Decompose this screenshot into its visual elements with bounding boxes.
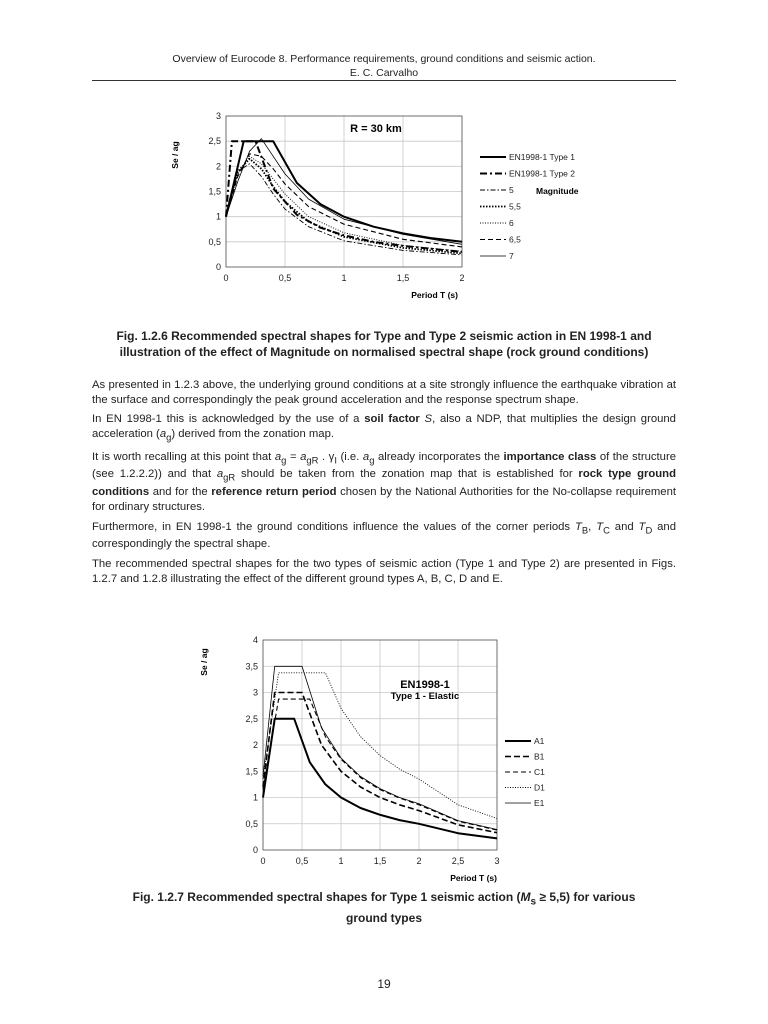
header-title: Overview of Eurocode 8. Performance requirements, ground conditions and seismic action. — [172, 53, 596, 65]
x-tick-label: 1,5 — [373, 856, 387, 866]
legend-label: 6 — [509, 218, 514, 228]
y-tick-label: 1,5 — [208, 186, 221, 197]
y-tick-label: 0 — [252, 845, 258, 855]
legend-label: B1 — [534, 751, 545, 762]
page-number: 19 — [377, 977, 391, 991]
x-tick-label: 0 — [223, 273, 229, 283]
x-tick-label: 0,5 — [278, 273, 292, 283]
y-tick-label: 0 — [215, 262, 221, 272]
legend-label: D1 — [534, 782, 545, 793]
legend-label: EN1998-1 Type 1 — [509, 152, 575, 162]
legend-note: Magnitude — [536, 186, 579, 196]
x-tick-label: 1,5 — [396, 273, 410, 283]
legend-label: C1 — [534, 767, 545, 777]
chart-title: EN1998-1 — [400, 679, 450, 691]
y-axis-label: Se / ag — [199, 648, 209, 676]
legend-label: 5 — [509, 185, 514, 195]
paragraph: In EN 1998-1 this is acknowledged by the use of a soil factor S, also a NDP, that multiplies the design ground acceleration $(a_g)$ derived from the zonation map. — [92, 413, 676, 443]
legend-label: 7 — [509, 251, 514, 261]
y-tick-label: 3 — [215, 111, 221, 121]
y-tick-label: 1 — [252, 792, 258, 803]
legend-label: 6,5 — [509, 234, 521, 245]
x-tick-label: 1 — [338, 856, 344, 866]
y-tick-label: 3 — [252, 687, 258, 698]
figure-1-2-6-chart — [0, 0, 768, 320]
caption-line: Fig. 1.2.7 Recommended spectral shapes for Type 1 seismic action $(M_s \ge 5,5)$ for various — [132, 890, 636, 908]
y-tick-label: 2 — [252, 740, 258, 750]
x-tick-label: 1 — [341, 273, 347, 283]
y-axis-label: Se / ag — [170, 141, 180, 169]
chart-subtitle: Type 1 - Elastic — [390, 691, 460, 702]
y-tick-label: 1 — [215, 211, 221, 222]
legend-label: EN1998-1 Type 2 — [509, 168, 575, 179]
x-tick-label: 3 — [494, 856, 500, 866]
legend-label: A1 — [534, 736, 545, 746]
y-tick-label: 1,5 — [245, 766, 258, 777]
x-axis-label: Period T (s) — [450, 873, 497, 883]
x-tick-label: 0 — [260, 856, 266, 866]
paragraph: The recommended spectral shapes for the two types of seismic action (Type 1 and Type 2) are presented in Figs. 1.2.7 and 1.2.8 illustrating the effect of the different ground types A, B, C, D and E. — [92, 557, 676, 585]
caption-line: Fig. 1.2.6 Recommended spectral shapes for Type and Type 2 seismic action in EN 1998-1 and — [116, 329, 652, 343]
paragraph: Furthermore, in EN 1998-1 the ground conditions influence the values of the corner periods $T_B$, $T_C$ and $T_D$ and correspondingly the spectral shape. — [92, 520, 676, 551]
x-tick-label: 2 — [416, 856, 422, 866]
header-author: E. C. Carvalho — [349, 67, 419, 79]
legend-label: E1 — [534, 798, 545, 808]
x-axis-label: Period T (s) — [411, 290, 458, 300]
paragraph: It is worth recalling at this point that $a_g = a_{gR}$ . $\gamma_I$ (i.e. $a_g$ already incorporates the importance class of the structure (see 1.2.2.2)) and that $a_{gR}$ should be taken from the zonation map that is established for rock type ground conditions and for the reference return period chosen by the National Authorities for the No-collapse requirement for ordinary structures. — [92, 450, 676, 513]
figure-1-2-7-caption — [92, 889, 676, 926]
y-tick-label: 2,5 — [245, 713, 258, 724]
figure-1-2-6-caption — [92, 328, 676, 360]
y-tick-label: 2,5 — [208, 136, 221, 147]
y-tick-label: 3,5 — [245, 661, 258, 672]
y-tick-label: 4 — [252, 635, 258, 645]
caption-line: ground types — [345, 911, 422, 926]
x-tick-label: 2 — [459, 273, 465, 283]
body-text — [92, 378, 676, 591]
figure-1-2-7-chart — [0, 625, 768, 885]
y-tick-label: 0,5 — [208, 236, 221, 247]
x-tick-label: 0,5 — [295, 856, 309, 866]
legend-label: 5,5 — [509, 201, 521, 212]
y-tick-label: 2 — [215, 161, 221, 172]
paragraph: As presented in 1.2.3 above, the underlying ground conditions at a site strongly influence the earthquake vibration at the surface and correspondingly the peak ground acceleration and the response spectrum shape. — [92, 379, 676, 406]
x-tick-label: 2,5 — [451, 856, 465, 866]
chart-title: R = 30 km — [350, 123, 402, 135]
caption-line: illustration of the effect of Magnitude on normalised spectral shape (rock ground conditions) — [119, 345, 649, 359]
y-tick-label: 0,5 — [245, 818, 258, 829]
